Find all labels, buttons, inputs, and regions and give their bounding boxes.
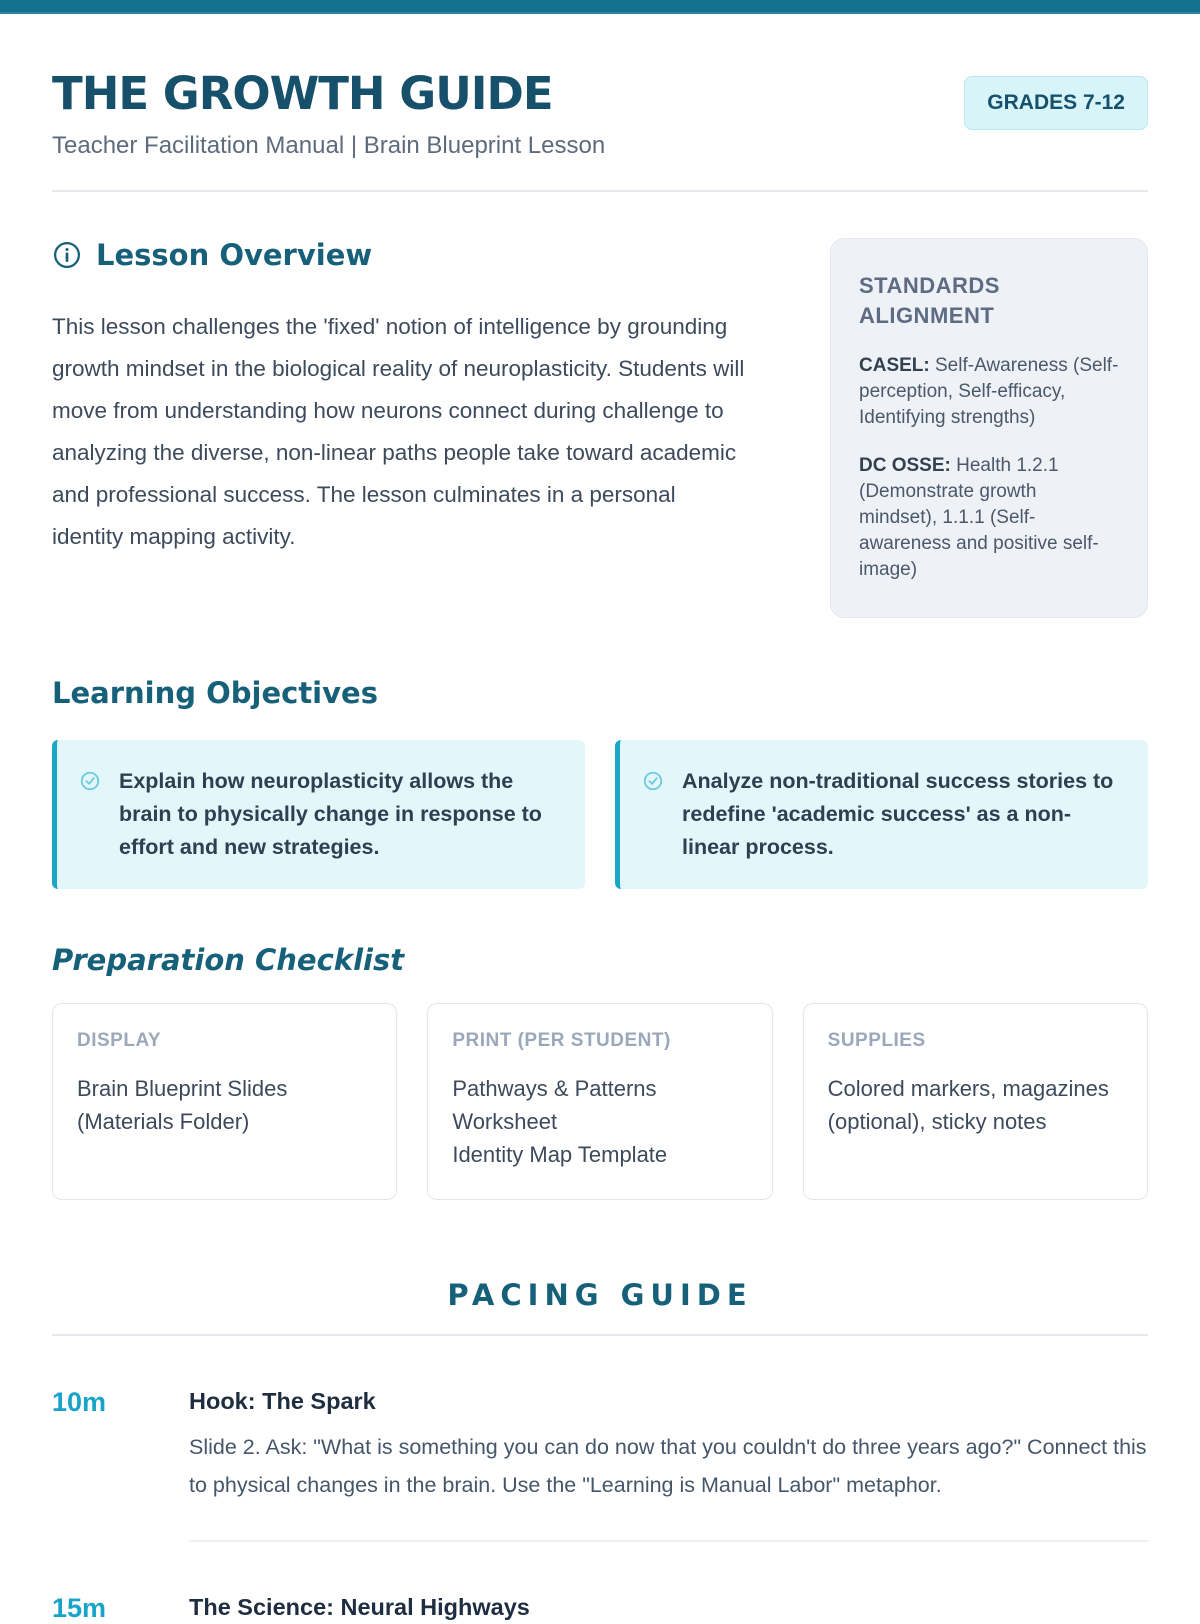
pacing-item-title: Hook: The Spark [189,1388,376,1414]
standards-item-text: Self-Awareness (Self-perception, Self-efficacy, Identifying strengths) [859,355,1119,428]
standards-alignment-card [830,238,1148,618]
grade-level-badge: GRADES 7-12 [964,76,1148,130]
prep-card-line: Brain Blueprint Slides (Materials Folder) [77,1076,288,1134]
prep-card-print [427,1003,772,1200]
standards-item-label: CASEL: [859,355,930,376]
pacing-item-content [189,1592,1148,1624]
prep-card-label: DISPLAY [77,1030,162,1051]
page-subtitle: Teacher Facilitation Manual | Brain Blueprint Lesson [52,132,606,159]
standards-item-label: DC OSSE: [859,455,951,476]
header-title-block [52,68,605,160]
lesson-overview-heading [52,238,788,272]
lesson-overview-text: This lesson challenges the 'fixed' notion of intelligence by grounding growth mindset in the biological reality of neuroplasticity. Students will move from understanding how neurons connect during challenge to analyzing the diverse, non-linear paths people take toward academic and professional success. The lesson culminates in a personal identity mapping activity. [52,314,745,549]
standards-item-dcosse [859,453,1119,583]
objective-text: Explain how neuroplasticity allows the brain to physically change in response to effort and new strategies. [119,769,542,859]
preparation-checklist-heading: Preparation Checklist [52,943,405,977]
learning-objectives-heading: Learning Objectives [52,676,378,710]
header [52,68,1148,160]
prep-card-line: Pathways & Patterns Worksheet [452,1076,657,1134]
prep-card-content [828,1072,1123,1138]
objective-card [615,740,1148,889]
pacing-guide-heading: PACING GUIDE [447,1278,753,1312]
prep-card-label: PRINT (PER STUDENT) [452,1030,671,1051]
standards-item-text: Health 1.2.1 (Demonstrate growth mindset), 1.1.1 (Self-awareness and positive self-image) [859,455,1099,580]
lesson-overview-column [52,238,788,618]
lesson-overview-heading-label: Lesson Overview [96,238,373,272]
prep-card-display [52,1003,397,1200]
pacing-item-description: Slide 2. Ask: "What is something you can do now that you couldn't do three years ago?" Connect this to physical changes in the brain. Use the "Learning is Manual Labor" metaphor. [189,1435,1147,1497]
check-circle-icon [79,770,101,792]
header-divider [52,190,1148,192]
learning-objectives-section [52,676,1148,889]
objective-text: Analyze non-traditional success stories to redefine 'academic success' as a non-linear process. [682,769,1114,859]
document-page [0,68,1200,1624]
pacing-item-title: The Science: Neural Highways [189,1594,530,1620]
prep-card-supplies [803,1003,1148,1200]
pacing-time-badge: 15m [52,1593,107,1623]
lesson-overview-section [52,238,1148,618]
prep-card-content [77,1072,372,1138]
objective-card [52,740,585,889]
pacing-time-badge: 10m [52,1387,107,1417]
prep-card-line: Colored markers, magazines (optional), sticky notes [827,1076,1109,1134]
page-title: THE GROWTH GUIDE [52,67,553,120]
objectives-grid [52,740,1148,889]
standards-item-casel [859,353,1119,431]
top-accent-bar [0,0,1200,14]
prep-card-content [452,1072,747,1171]
pacing-item-science [52,1542,1148,1624]
check-circle-icon [642,770,664,792]
pacing-guide-section [52,1278,1148,1624]
pacing-item-hook [52,1336,1148,1504]
info-icon [52,240,82,270]
prep-card-label: SUPPLIES [827,1030,926,1051]
preparation-cards [52,1003,1148,1200]
prep-card-line: Identity Map Template [452,1142,668,1167]
standards-heading: STANDARDS ALIGNMENT [859,273,1000,328]
pacing-item-content [189,1386,1148,1504]
preparation-checklist-section [52,943,1148,1200]
